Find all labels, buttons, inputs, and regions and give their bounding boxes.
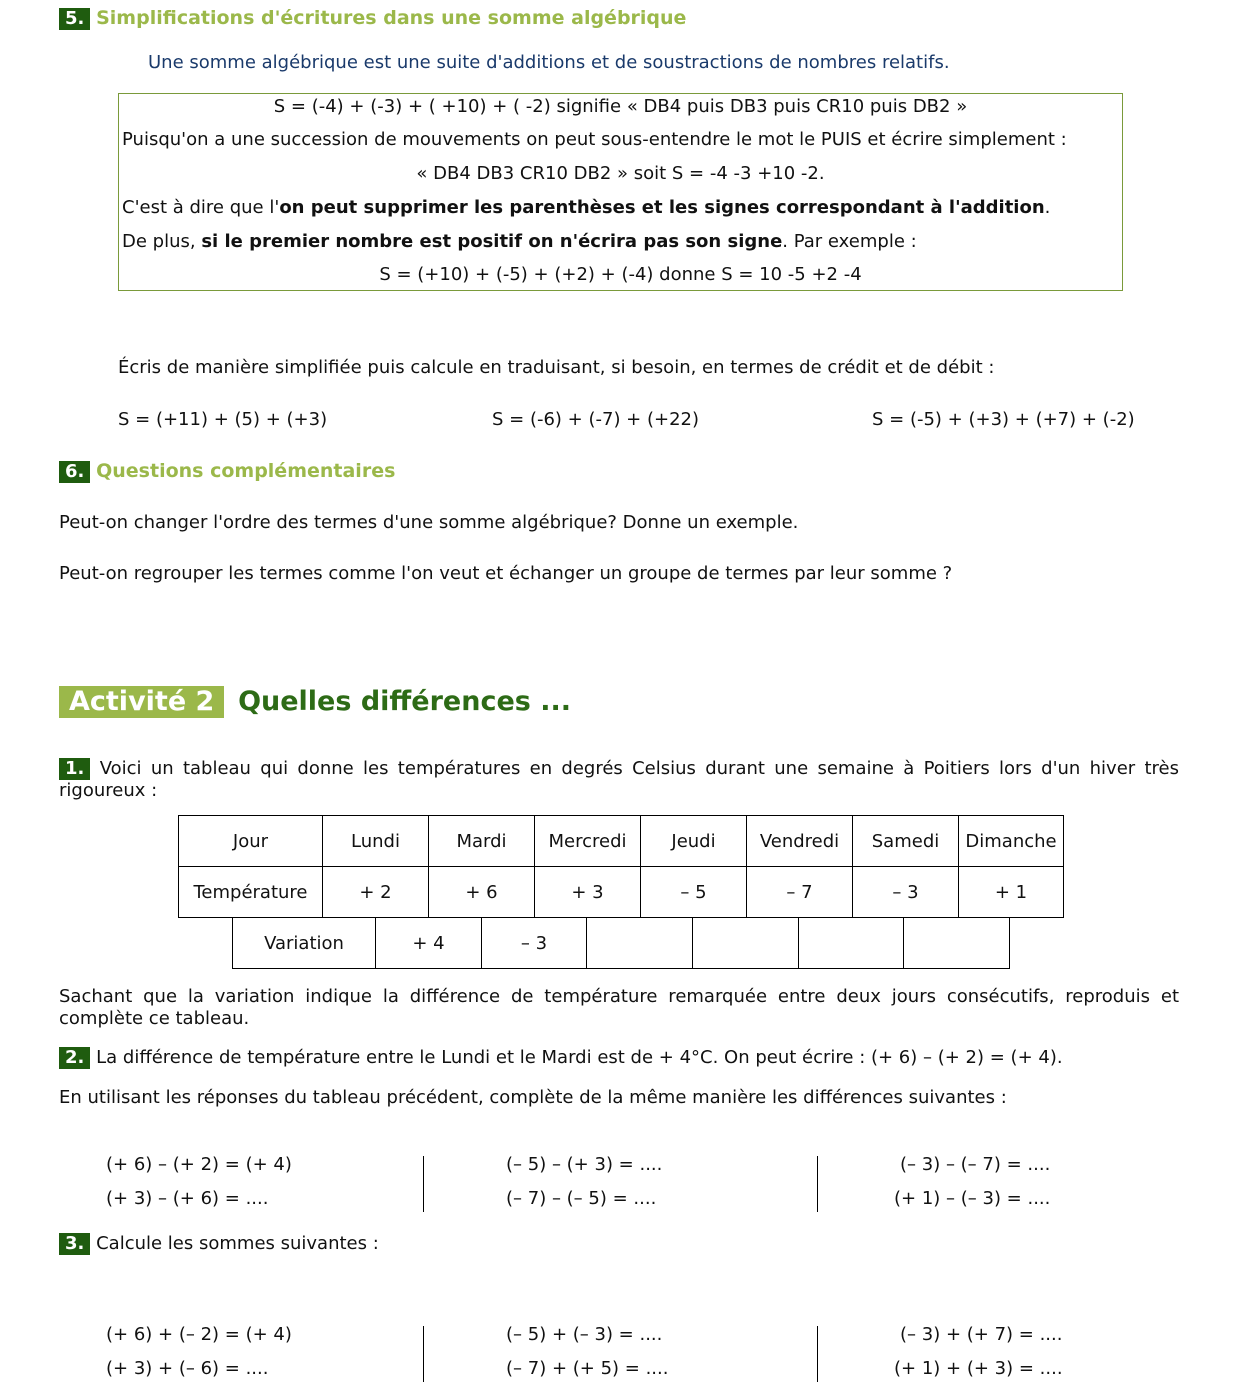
sum-a2: (+ 3) + (– 6) = ....: [106, 1358, 269, 1379]
table-cell: + 3: [535, 867, 641, 918]
table-cell: – 3: [853, 867, 959, 918]
table-cell: + 1: [959, 867, 1064, 918]
part-3-text-line: Calcule les sommes suivantes :: [96, 1233, 379, 1254]
box-line-4-c: .: [1044, 197, 1051, 218]
box-line-4-bold: on peut supprimer les parenthèses et les signes correspondant à l'addition: [279, 197, 1045, 218]
sum-c2: (+ 1) + (+ 3) = ....: [894, 1358, 1063, 1379]
table-cell-empty: [587, 918, 693, 969]
box-line-5: [122, 231, 1119, 252]
box-line-5-bold: si le premier nombre est positif on n'écrira pas son signe: [201, 231, 783, 252]
question-2: Peut-on regrouper les termes comme l'on veut et échanger un groupe de termes par leur somme ?: [59, 563, 953, 584]
box-line-5-a: De plus,: [122, 231, 202, 252]
exercise-1: S = (+11) + (5) + (+3): [118, 409, 328, 430]
section-number: 6.: [59, 461, 90, 483]
table-cell: Température: [179, 867, 323, 918]
table-cell: Lundi: [323, 816, 429, 867]
section-title: Simplifications d'écritures dans une somme algébrique: [96, 7, 687, 29]
table-cell: Vendredi: [747, 816, 853, 867]
question-1: Peut-on changer l'ordre des termes d'une somme algébrique? Donne un exemple.: [59, 512, 799, 533]
intro-text: Une somme algébrique est une suite d'additions et de soustractions de nombres relatifs.: [148, 52, 950, 73]
table-row: [179, 816, 1064, 867]
table-cell: + 2: [323, 867, 429, 918]
difference-b2: (– 7) – (– 5) = ....: [506, 1188, 657, 1209]
part-1-after-line-1: Sachant que la variation indique la différence de température remarquée entre deux jours consécutifs, reproduis et: [59, 986, 1179, 1007]
section-6-heading: [59, 460, 395, 483]
difference-c2: (+ 1) – (– 3) = ....: [894, 1188, 1051, 1209]
sum-c1: (– 3) + (+ 7) = ....: [900, 1324, 1063, 1345]
exercise-2: S = (-6) + (-7) + (+22): [492, 409, 700, 430]
part-1-text: [59, 758, 1179, 780]
section-5-heading: [59, 7, 686, 30]
box-line-4-a: C'est à dire que l': [122, 197, 280, 218]
difference-b1: (– 5) – (+ 3) = ....: [506, 1154, 663, 1175]
part-2-instruction: En utilisant les réponses du tableau précédent, complète de la même manière les différences suivantes :: [59, 1087, 1007, 1108]
table-cell: Variation: [233, 918, 376, 969]
box-line-6: S = (+10) + (-5) + (+2) + (-4) donne S = 10 -5 +2 -4: [379, 264, 862, 285]
table-row: [179, 867, 1064, 918]
exercise-3: S = (-5) + (+3) + (+7) + (-2): [872, 409, 1135, 430]
box-line-3: « DB4 DB3 CR10 DB2 » soit S = -4 -3 +10 -2.: [416, 163, 825, 184]
table-row: [233, 918, 1010, 969]
column-divider: [423, 1326, 424, 1382]
part-3-text: [59, 1233, 379, 1255]
part-2-text: [59, 1047, 1063, 1069]
sum-a1: (+ 6) + (– 2) = (+ 4): [106, 1324, 292, 1345]
box-line-4: [122, 197, 1119, 218]
difference-c1: (– 3) – (– 7) = ....: [900, 1154, 1051, 1175]
table-cell-empty: [693, 918, 799, 969]
box-line-5-c: . Par exemple :: [782, 231, 917, 252]
table-cell-empty: [904, 918, 1010, 969]
table-cell: – 7: [747, 867, 853, 918]
part-1-after-line-2: complète ce tableau.: [59, 1008, 250, 1029]
sum-b1: (– 5) + (– 3) = ....: [506, 1324, 663, 1345]
activity-title: Quelles différences ...: [238, 686, 572, 717]
section-number: 5.: [59, 8, 90, 30]
table-cell: Samedi: [853, 816, 959, 867]
part-number: 1.: [59, 758, 90, 780]
part-number: 2.: [59, 1047, 90, 1069]
table-cell: Mardi: [429, 816, 535, 867]
sum-b2: (– 7) + (+ 5) = ....: [506, 1358, 669, 1379]
difference-a2: (+ 3) – (+ 6) = ....: [106, 1188, 269, 1209]
column-divider: [817, 1326, 818, 1382]
variation-table: [232, 918, 1010, 969]
definition-box: [118, 93, 1123, 291]
table-cell: Mercredi: [535, 816, 641, 867]
column-divider: [423, 1156, 424, 1212]
temperature-table: [178, 815, 1064, 918]
column-divider: [817, 1156, 818, 1212]
activity-badge: Activité 2: [59, 686, 224, 718]
table-cell: + 4: [376, 918, 482, 969]
part-number: 3.: [59, 1233, 90, 1255]
section-title: Questions complémentaires: [96, 460, 396, 482]
table-cell: Dimanche: [959, 816, 1064, 867]
part-2-text-line: La différence de température entre le Lundi et le Mardi est de + 4°C. On peut écrire : (+ 6) – (+ 2) = (+ 4).: [96, 1047, 1063, 1068]
exercise-instruction: Écris de manière simplifiée puis calcule en traduisant, si besoin, en termes de crédit et de débit :: [118, 357, 995, 378]
table-cell: + 6: [429, 867, 535, 918]
part-1-text-continued: rigoureux :: [59, 780, 158, 801]
table-cell: Jeudi: [641, 816, 747, 867]
table-cell: Jour: [179, 816, 323, 867]
box-line-1: S = (-4) + (-3) + ( +10) + ( -2) signifie « DB4 puis DB3 puis CR10 puis DB2 »: [273, 96, 968, 117]
table-cell: – 5: [641, 867, 747, 918]
activity-heading: [59, 686, 571, 718]
difference-a1: (+ 6) – (+ 2) = (+ 4): [106, 1154, 292, 1175]
box-line-2: Puisqu'on a une succession de mouvements on peut sous-entendre le mot le PUIS et écrire simplement :: [122, 129, 1067, 150]
part-1-text-line: Voici un tableau qui donne les températures en degrés Celsius durant une semaine à Poitiers lors d'un hiver très: [99, 758, 1179, 779]
table-cell: – 3: [482, 918, 587, 969]
table-cell-empty: [799, 918, 904, 969]
